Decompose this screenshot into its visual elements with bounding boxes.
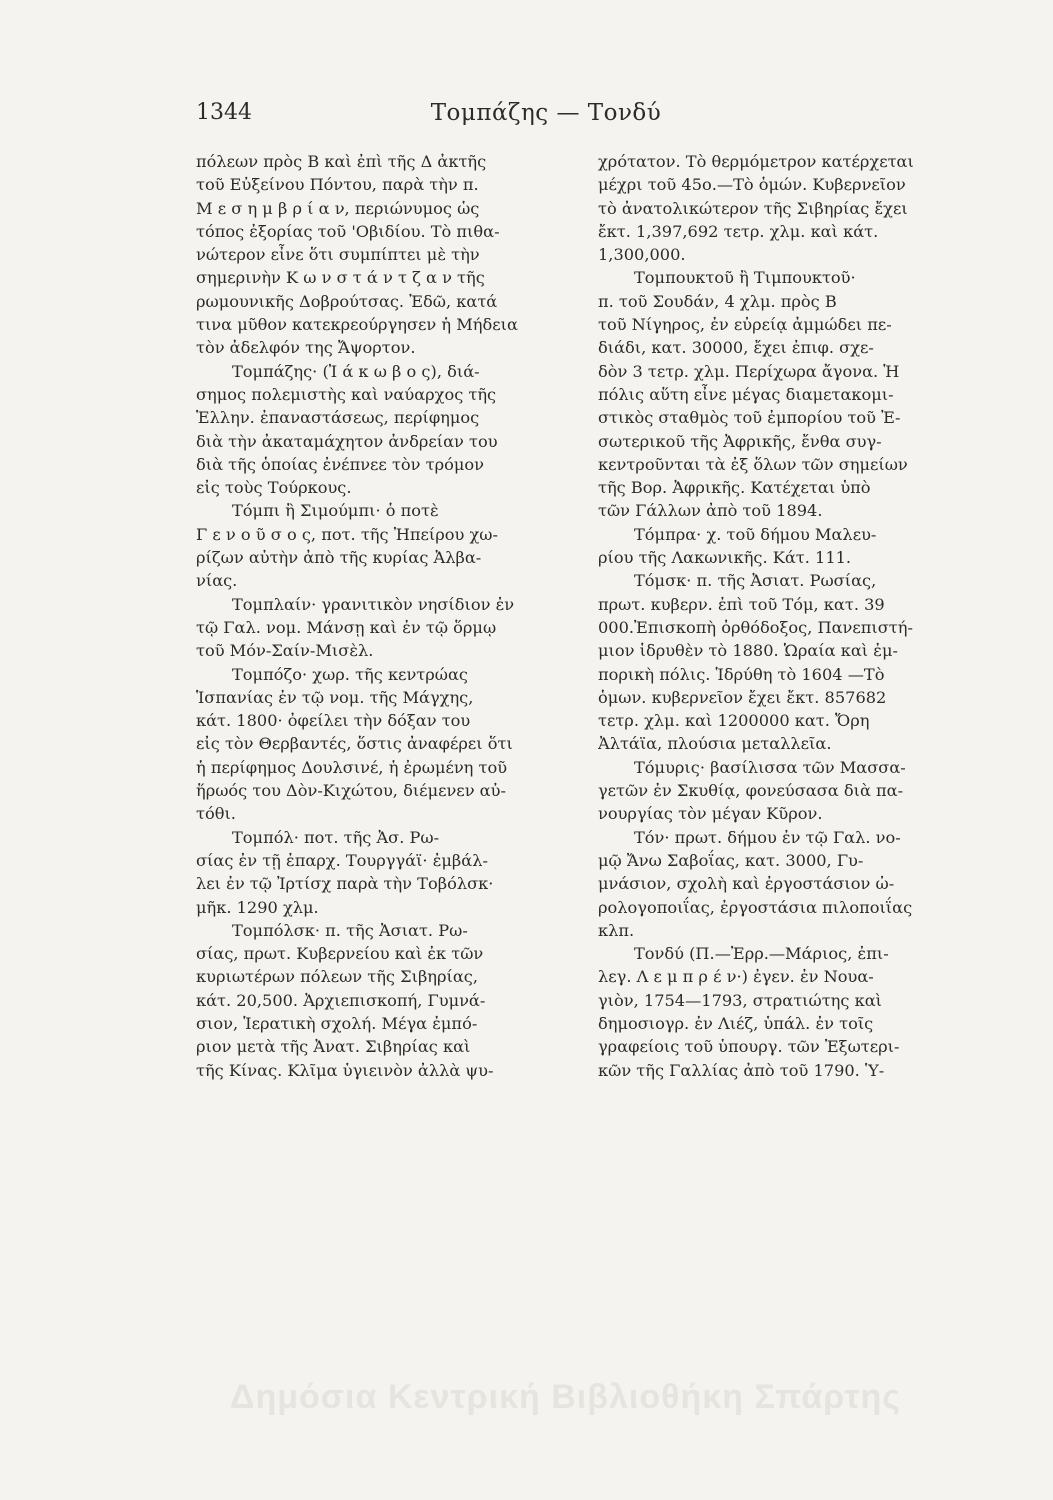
text-line: τοῦ Μόν-Σαίν-Μισὲλ.	[196, 641, 374, 661]
text-line: τοῦ Νίγηρος, ἐν εὐρείᾳ ἀμμώδει πε-	[598, 315, 892, 335]
text-line: Τόν· πρωτ. δήμου ἐν τῷ Γαλ. νο-	[634, 827, 901, 847]
text-line: Μ ε σ η μ β ρ ί α ν, περιώνυμος ὡς	[196, 198, 480, 218]
text-line: σίας, πρωτ. Κυβερνείου καὶ ἐκ τῶν	[196, 944, 484, 964]
text-line: σημος πολεμιστὴς καὶ ναύαρχος τῆς	[196, 384, 497, 404]
text-line: τὸν ἀδελφόν της Ἄψορτον.	[196, 338, 416, 358]
text-line: Ἑλλην. ἐπαναστάσεως, περίφημος	[196, 408, 480, 428]
text-line: ἡ περίφημος Δουλσινέ, ἡ ἐρωμένη τοῦ	[196, 757, 508, 777]
text-line: κυριωτέρων πόλεων τῆς Σιβηρίας,	[196, 967, 479, 987]
text-line: Τομπόλσκ· π. τῆς Ἀσιατ. Ρω-	[232, 920, 468, 940]
text-line: τοῦ Εὐξείνου Πόντου, παρὰ τὴν π.	[196, 175, 479, 195]
text-line: λεγ. Λ ε μ π ρ έ ν·) ἐγεν. ἐν Νουα-	[598, 967, 874, 987]
text-line: Γ ε ν ο ῦ σ ο ς, ποτ. τῆς Ἠπείρου χω-	[196, 524, 498, 544]
text-line: λει ἐν τῷ Ἰρτίσχ παρὰ τὴν Τοβόλσκ·	[196, 874, 494, 894]
text-line: πρωτ. κυβερν. ἐπὶ τοῦ Τόμ, κατ. 39	[598, 594, 885, 614]
text-line: δημοσιογρ. ἐν Λιέζ, ὑπάλ. ἐν τοῖς	[598, 1013, 874, 1033]
text-line: κεντροῦνται τὰ ἐξ ὅλων τῶν σημείων	[598, 454, 908, 474]
text-line: σημερινὴν Κ ω ν σ τ ά ν τ ζ α ν τῆς	[196, 268, 485, 288]
text-line: ριον μετὰ τῆς Ἀνατ. Σιβηρίας καὶ	[196, 1037, 471, 1057]
text-line: πόλις αὕτη εἶνε μέγας διαμετακομι-	[598, 384, 894, 404]
text-line: γιὸν, 1754—1793, στρατιώτης καὶ	[598, 990, 882, 1010]
right-column	[598, 150, 958, 1082]
text-line: μῷ Ἄνω Σαβοΐας, κατ. 3000, Γυ-	[598, 850, 864, 870]
text-line: τῆς Κίνας. Κλῖμα ὑγιεινὸν ἀλλὰ ψυ-	[196, 1060, 494, 1080]
text-line: νώτερον εἶνε ὅτι συμπίπτει μὲ τὴν	[196, 245, 480, 265]
text-line: μνάσιον, σχολὴ καὶ ἐργοστάσιον ὠ-	[598, 874, 895, 894]
text-line: σίας ἐν τῇ ἐπαρχ. Τουργγάϊ· ἐμβάλ-	[196, 850, 488, 870]
text-line: σωτερικοῦ τῆς Ἀφρικῆς, ἔνθα συγ-	[598, 431, 882, 451]
text-line: ἔκτ. 1,397,692 τετρ. χλμ. καὶ κάτ.	[598, 221, 879, 241]
text-line: τόθι.	[196, 804, 236, 824]
text-line: 1,300,000.	[598, 245, 686, 265]
text-line: δὸν 3 τετρ. χλμ. Περίχωρα ἄγονα. Ἡ	[598, 361, 900, 381]
text-line: μῆκ. 1290 χλμ.	[196, 897, 319, 917]
text-line: κῶν τῆς Γαλλίας ἀπὸ τοῦ 1790. Ὑ-	[598, 1060, 885, 1080]
text-line: τετρ. χλμ. καὶ 1200000 κατ. Ὄρη	[598, 711, 870, 731]
text-line: Τομπόζο· χωρ. τῆς κεντρώας	[232, 664, 468, 684]
text-line: Τομπόλ· ποτ. τῆς Ἀσ. Ρω-	[232, 827, 440, 847]
text-line: Τομπλαίν· γρανιτικὸν νησίδιον ἐν	[232, 594, 515, 614]
text-line: τόπος ἐξορίας τοῦ 'Οβιδίου. Τὸ πιθα-	[196, 221, 500, 241]
page-number: 1344	[196, 100, 252, 125]
text-line: Ἀλτάϊα, πλούσια μεταλλεῖα.	[598, 734, 832, 754]
text-line: Τομπάζης· (Ἰ ά κ ω β ο ς), διά-	[232, 361, 480, 381]
text-line: ὁμων. κυβερνεῖον ἔχει ἔκτ. 857682	[598, 687, 887, 707]
text-line: Τόμπρα· χ. τοῦ δήμου Μαλευ-	[634, 524, 877, 544]
left-column	[196, 150, 574, 1082]
text-line: ρίζων αὐτὴν ἀπὸ τῆς κυρίας Ἀλβα-	[196, 548, 482, 568]
text-line: γραφείοις τοῦ ὑπουργ. τῶν Ἐξωτερι-	[598, 1037, 900, 1057]
text-line: τῷ Γαλ. νομ. Μάνσῃ καὶ ἐν τῷ ὅρμῳ	[196, 617, 497, 637]
text-line: π. τοῦ Σουδάν, 4 χλμ. πρὸς Β	[598, 291, 837, 311]
text-line: διὰ τῆς ὁποίας ἐνέπνεε τὸν τρόμον	[196, 454, 484, 474]
text-line: ρίου τῆς Λακωνικῆς. Κάτ. 111.	[598, 548, 852, 568]
text-line: 000.Ἐπισκοπὴ ὀρθόδοξος, Πανεπιστή-	[598, 617, 913, 637]
text-line: τὸ ἀνατολικώτερον τῆς Σιβηρίας ἔχει	[598, 198, 908, 218]
text-line: κάτ. 1800· ὀφείλει τὴν δόξαν του	[196, 711, 471, 731]
text-line: Τομπουκτοῦ ἢ Τιμπουκτοῦ·	[634, 268, 856, 288]
text-line: διὰ τὴν ἀκαταμάχητον ἀνδρείαν του	[196, 431, 498, 451]
text-line: τῆς Βορ. Ἀφρικῆς. Κατέχεται ὑπὸ	[598, 478, 871, 498]
text-line: πορικὴ πόλις. Ἱδρύθη τὸ 1604 —Τὸ	[598, 664, 885, 684]
text-line: νουργίας τὸν μέγαν Κῦρον.	[598, 804, 823, 824]
page-header	[196, 100, 896, 136]
library-watermark: Δημόσια Κεντρική Βιβλιοθήκη Σπάρτης	[230, 1378, 901, 1416]
text-line: Τόμπι ἢ Σιμούμπι· ὁ ποτὲ	[232, 501, 439, 521]
text-line: μιον ἱδρυθὲν τὸ 1880. Ὡραία καὶ ἐμ-	[598, 641, 898, 661]
text-line: χρότατον. Τὸ θερμόμετρον κατέρχεται	[598, 152, 914, 171]
text-line: γετῶν ἐν Σκυθίᾳ, φονεύσασα διὰ πα-	[598, 781, 904, 801]
text-line: τινα μῦθον κατεκρεούργησεν ἡ Μήδεια	[196, 315, 518, 335]
running-head: Τομπάζης — Τονδύ	[430, 100, 662, 126]
text-line: πόλεων πρὸς Β καὶ ἐπὶ τῆς Δ ἀκτῆς	[196, 152, 487, 171]
text-line: ρολογοποιΐας, ἐργοστάσια πιλοποιΐας	[598, 897, 913, 917]
text-line: Ἱσπανίας ἐν τῷ νομ. τῆς Μάγχης,	[196, 687, 474, 707]
text-line: διάδι, κατ. 30000, ἔχει ἐπιφ. σχε-	[598, 338, 874, 358]
text-line: σιον, Ἱερατικὴ σχολή. Μέγα ἐμπό-	[196, 1013, 478, 1033]
text-line: νίας.	[196, 571, 238, 591]
text-line: ρωμουνικῆς Δοβρούτσας. Ἐδῶ, κατά	[196, 291, 498, 311]
text-line: στικὸς σταθμὸς τοῦ ἐμπορίου τοῦ Ἐ-	[598, 408, 901, 428]
text-line: κλπ.	[598, 920, 635, 940]
text-line: εἰς τὸν Θερβαντές, ὅστις ἀναφέρει ὅτι	[196, 734, 513, 754]
text-line: Τόμσκ· π. τῆς Ἀσιατ. Ρωσίας,	[634, 571, 877, 591]
text-line: Τόμυρις· βασίλισσα τῶν Μασσα-	[634, 757, 906, 777]
text-line: εἰς τοὺς Τούρκους.	[196, 478, 352, 498]
text-line: τῶν Γάλλων ἀπὸ τοῦ 1894.	[598, 501, 823, 521]
text-line: κάτ. 20,500. Ἀρχιεπισκοπή, Γυμνά-	[196, 990, 486, 1010]
text-line: ἥρωός του Δὸν-Κιχώτου, διέμενεν αὐ-	[196, 781, 506, 801]
text-line: Τονδύ (Π.—Ἐρρ.—Μάριος, ἐπι-	[634, 944, 889, 964]
text-line: μέχρι τοῦ 45ο.—Τὸ ὁμών. Κυβερνεῖον	[598, 175, 906, 195]
